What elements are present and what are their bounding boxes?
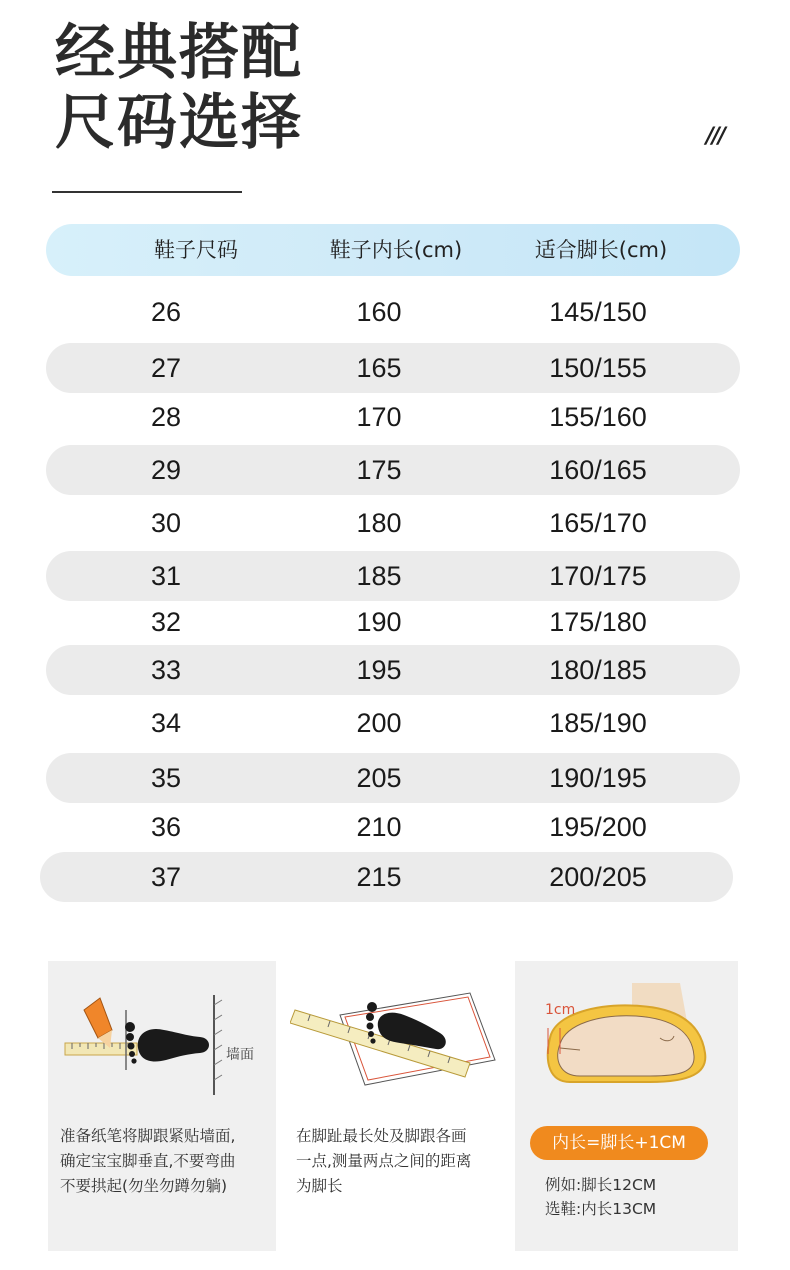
cell-inner-length: 185 [356,561,402,591]
cell-size: 29 [150,455,182,485]
cell-inner-length: 190 [356,607,402,637]
table-row [46,753,740,803]
wall-icon [214,995,222,1095]
table-row [46,698,740,748]
foot-icon [558,1016,694,1076]
footprint-wall-illustration [60,990,230,1100]
cell-size: 36 [150,812,182,842]
cell-size: 31 [150,561,182,591]
instruction-text-1: 准备纸笔将脚跟紧贴墙面, 确定宝宝脚垂直,不要弯曲 不要拱起(勿坐勿蹲勿躺) [60,1127,236,1195]
pencil-icon [84,998,112,1048]
table-row [40,852,733,902]
cell-foot-length: 170/175 [549,561,647,591]
cell-inner-length: 215 [356,862,402,892]
header-inner-length: 鞋子内长(cm) [329,238,463,262]
instruction-text-3: 例如:脚长12CM 选鞋:内长13CM [545,1176,657,1218]
wall-label: 墙面 [226,1047,254,1063]
page-title-line2: 尺码选择 [55,88,303,158]
cell-inner-length: 200 [356,708,402,738]
cell-foot-length: 155/160 [549,402,647,432]
table-row [46,287,740,337]
table-row [46,645,740,695]
cell-inner-length: 210 [356,812,402,842]
header-foot-length: 适合脚长(cm) [534,238,668,262]
cell-foot-length: 190/195 [549,763,647,793]
cell-inner-length: 175 [356,455,402,485]
cell-foot-length: 150/155 [549,353,647,383]
cell-foot-length: 145/150 [549,297,647,327]
table-header [46,224,740,276]
cell-foot-length: 195/200 [549,812,647,842]
header-size: 鞋子尺码 [154,238,238,262]
table-row [46,392,740,442]
cell-size: 35 [150,763,182,793]
page-title-line1: 经典搭配 [55,18,303,88]
cell-size: 34 [150,708,182,738]
cell-inner-length: 160 [356,297,402,327]
footprint-icon [125,1022,209,1064]
cell-size: 33 [150,655,182,685]
formula-badge: 内长=脚长+1CM [530,1126,708,1160]
table-row [46,498,740,548]
cell-size: 37 [150,862,182,892]
cell-foot-length: 175/180 [549,607,647,637]
cell-size: 30 [150,508,182,538]
cell-inner-length: 195 [356,655,402,685]
table-row [46,343,740,393]
cell-inner-length: 165 [356,353,402,383]
cell-foot-length: 165/170 [549,508,647,538]
cell-size: 32 [150,607,182,637]
cell-foot-length: 180/185 [549,655,647,685]
foot-in-shoe-illustration [540,978,720,1088]
table-row [46,445,740,495]
cell-inner-length: 205 [356,763,402,793]
cell-size: 28 [150,402,182,432]
table-row [46,597,740,647]
table-row [46,551,740,601]
instruction-text-2: 在脚趾最长处及脚跟各画 一点,测量两点之间的距离 为脚长 [296,1127,472,1195]
cell-foot-length: 160/165 [549,455,647,485]
cell-size: 26 [150,297,182,327]
decor-slashes: /// [705,124,724,149]
cell-inner-length: 170 [356,402,402,432]
cell-foot-length: 185/190 [549,708,647,738]
title-underline [52,191,242,193]
one-cm-label: 1cm [545,1002,576,1018]
cell-size: 27 [150,353,182,383]
paper-measure-illustration [290,985,505,1095]
cell-foot-length: 200/205 [549,862,647,892]
table-row [46,802,740,852]
cell-inner-length: 180 [356,508,402,538]
